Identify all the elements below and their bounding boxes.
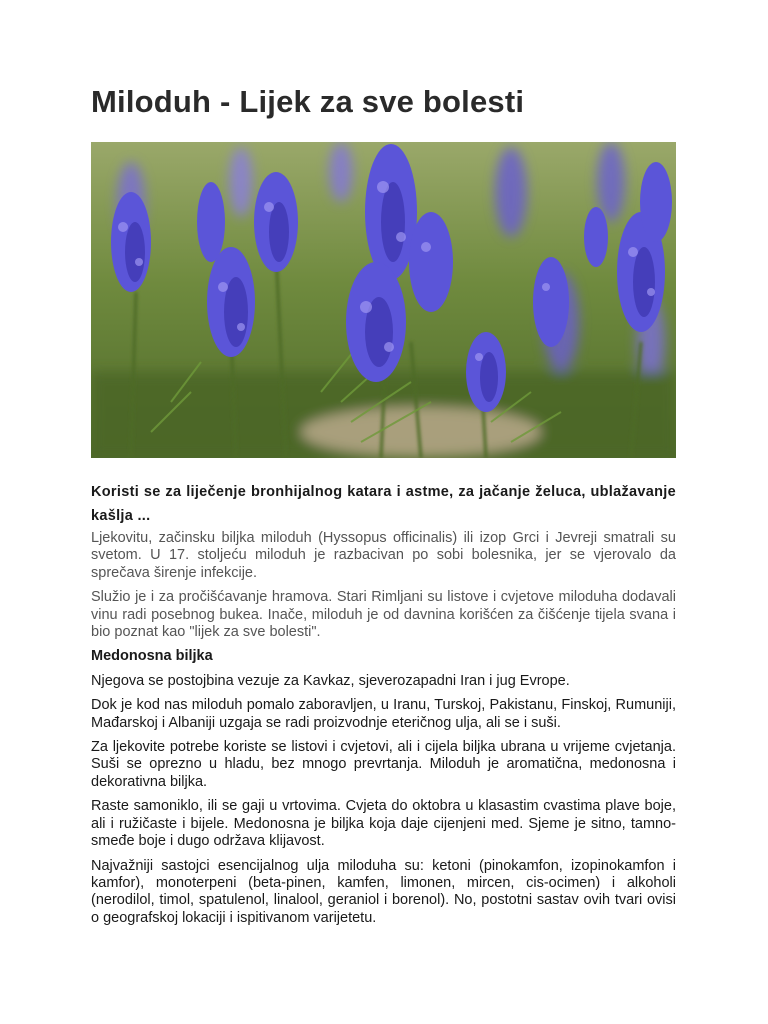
- paragraph-4: Dok je kod nas miloduh pomalo zaboravljen, u Iranu, Turskoj, Pakistanu, Finskoj, Rumuniji, Mađarskoj i Albaniji uzgaja se radi proizvodnje eteričnog ulja, ali se i suši.: [91, 697, 676, 731]
- paragraph-3: Njegova se postojbina vezuje za Kavkaz, sjeverozapadni Iran i jug Evrope.: [91, 672, 570, 689]
- section-heading: Medonosna biljka: [91, 648, 213, 665]
- paragraph-2: Služio je i za pročišćavanje hramova. Stari Rimljani su listove i cvjetove miloduha dodavali vinu radi posebnog bukea. Inače, miloduh je od davnina korišćen za čišćenje tijela svana i bio poznat kao "lijek za sve bolesti".: [91, 589, 676, 641]
- hyssop-illustration: [91, 142, 676, 458]
- paragraph-7: Najvažniji sastojci esencijalnog ulja miloduha su: ketoni (pinokamfon, izopinokamfon i kamfor), monoterpeni (beta-pinen, kamfen, limonen, mircen, cis-ocimen) i alkoholi (nerodilol, timol, spatulenol, linalool, geraniol i borenol). No, postotni sastav ovih tvari ovisi o geografskoj lokaciji i ispitivanom varijetetu.: [91, 857, 676, 926]
- hero-image: [91, 142, 676, 458]
- lead-paragraph: Koristi se za liječenje bronhijalnog katara i astme, za jačanje želuca, ublažavanje kašlja ...: [91, 484, 676, 524]
- article-body: [91, 480, 676, 934]
- page-title: Miloduh - Lijek za sve bolesti: [91, 84, 525, 119]
- paragraph-1: Ljekovitu, začinsku biljka miloduh (Hyssopus officinalis) ili izop Grci i Jevreji smatrali su svetom. U 17. stoljeću miloduh je razbacivan po sobi bolesnika, jer se vjerovalo da sprečava širenje infekcije.: [91, 530, 676, 581]
- paragraph-5: Za ljekovite potrebe koriste se listovi i cvjetovi, ali i cijela biljka ubrana u vrijeme cvjetanja. Suši se oprezno u hladu, bez mnogo prevrtanja. Miloduh je aromatična, medonosna i dekorativna biljka.: [91, 739, 676, 790]
- paragraph-6: Raste samoniklo, ili se gaji u vrtovima. Cvjeta do oktobra u klasastim cvastima plave boje, ali i ružičaste i bijele. Medonosna je biljka koja daje cijenjeni med. Sjeme je sitno, tamno-smeđe boje i dugo održava klijavost.: [91, 798, 676, 850]
